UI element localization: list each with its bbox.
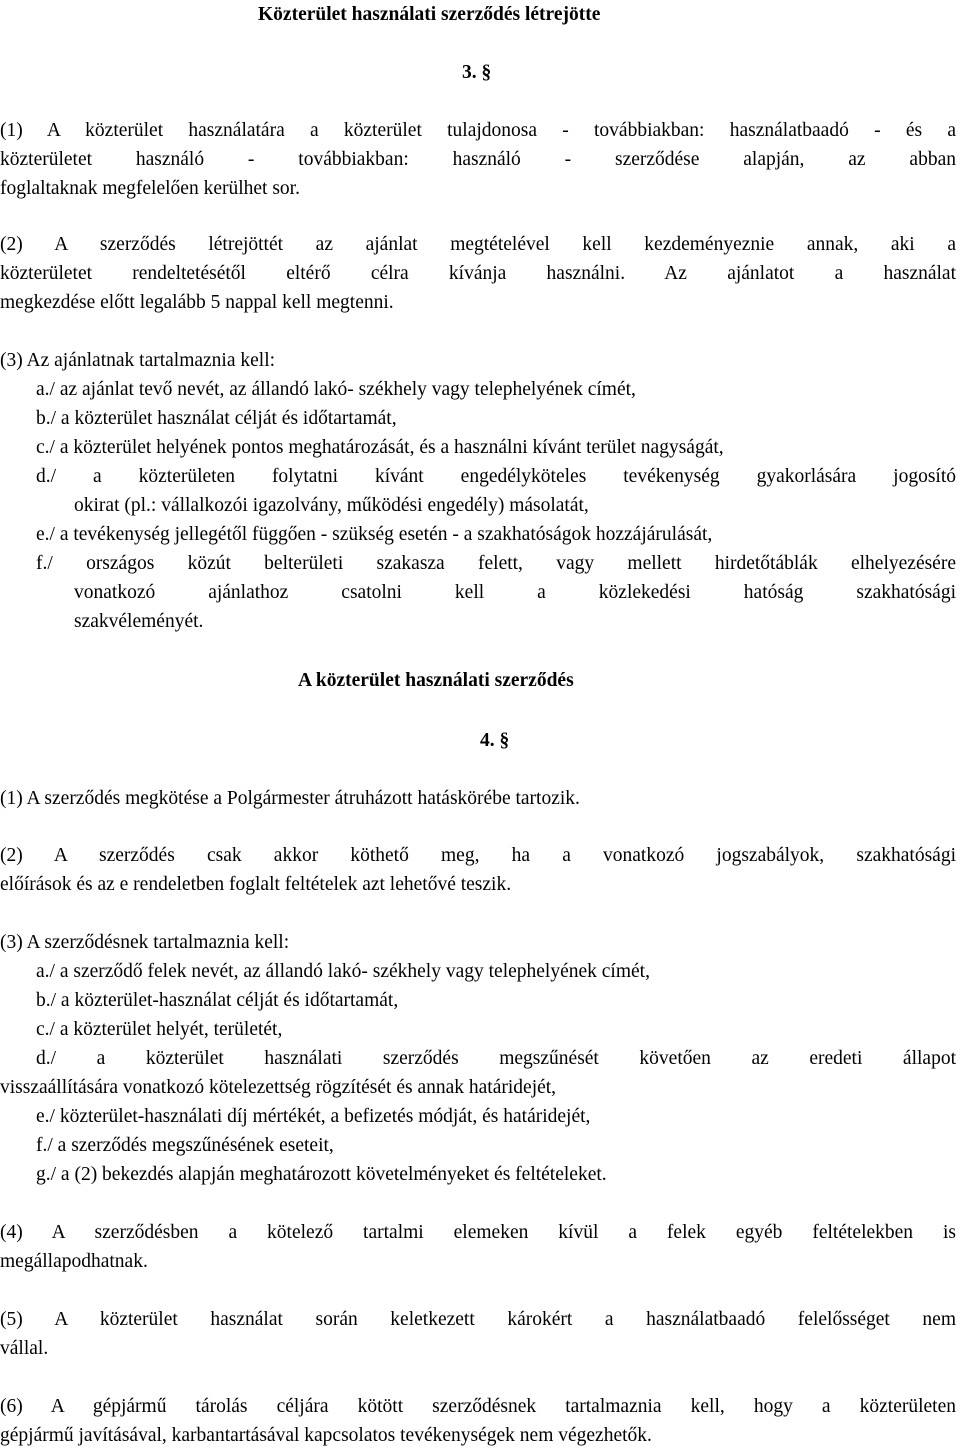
s4-p3-intro: (3) A szerződésnek tartalmaznia kell:	[0, 932, 290, 953]
s3-item-f-line3: szakvéleményét.	[74, 611, 204, 632]
s3-p1-line1: (1) A közterület használatára a közterület tulajdonosa - továbbiakban: használatbaadó - és a	[0, 120, 956, 141]
section-3-heading: Közterület használati szerződés létrejötte	[258, 4, 601, 25]
s3-item-f-line1: f./ országos közút belterületi szakasza felett, vagy mellett hirdetőtáblák elhelyezésére	[36, 553, 956, 574]
section-4-number: 4. §	[480, 730, 510, 751]
section-3-number: 3. §	[462, 62, 492, 83]
section-4-heading: A közterület használati szerződés	[298, 670, 574, 691]
s4-p6-line1: (6) A gépjármű tárolás céljára kötött szerződésnek tartalmaznia kell, hogy a közterületen	[0, 1396, 956, 1417]
s3-item-d-line2: okirat (pl.: vállalkozói igazolvány, működési engedély) másolatát,	[74, 495, 589, 516]
s4-item-f: f./ a szerződés megszűnésének eseteit,	[36, 1135, 334, 1156]
s4-item-d-line1: d./ a közterület használati szerződés megszűnését követően az eredeti állapot	[36, 1048, 956, 1069]
s3-item-b: b./ a közterület használat célját és időtartamát,	[36, 408, 397, 429]
s4-p1: (1) A szerződés megkötése a Polgármester átruházott hatáskörébe tartozik.	[0, 788, 580, 809]
s4-p4-line2: megállapodhatnak.	[0, 1251, 148, 1272]
s3-item-c: c./ a közterület helyének pontos meghatározását, és a használni kívánt terület nagyságát,	[36, 437, 724, 458]
s4-p6-line2: gépjármű javításával, karbantartásával kapcsolatos tevékenységek nem végezhetők.	[0, 1425, 652, 1446]
s4-item-g: g./ a (2) bekezdés alapján meghatározott követelményeket és feltételeket.	[36, 1164, 607, 1185]
s4-item-e: e./ közterület-használati díj mértékét, a befizetés módját, és határidejét,	[36, 1106, 591, 1127]
s4-item-b: b./ a közterület-használat célját és időtartamát,	[36, 990, 399, 1011]
s3-p2-line3: megkezdése előtt legalább 5 nappal kell megtenni.	[0, 292, 394, 313]
s4-p5-line2: vállal.	[0, 1338, 49, 1359]
s3-item-e: e./ a tevékenység jellegétől függően - szükség esetén - a szakhatóságok hozzájárulását,	[36, 524, 713, 545]
s3-p3-intro: (3) Az ajánlatnak tartalmaznia kell:	[0, 350, 276, 371]
s3-item-d-line1: d./ a közterületen folytatni kívánt engedélyköteles tevékenység gyakorlására jogosító	[36, 466, 956, 487]
s3-p1-line2: közterületet használó - továbbiakban: használó - szerződése alapján, az abban	[0, 149, 956, 170]
s3-p1-line3: foglaltaknak megfelelően kerülhet sor.	[0, 178, 300, 199]
s4-p2-line1: (2) A szerződés csak akkor köthető meg, ha a vonatkozó jogszabályok, szakhatósági	[0, 845, 956, 866]
s4-p2-line2: előírások és az e rendeletben foglalt feltételek azt lehetővé teszik.	[0, 874, 512, 895]
s4-item-d-line2: visszaállítására vonatkozó kötelezettség rögzítését és annak határidejét,	[0, 1077, 557, 1098]
s4-item-a: a./ a szerződő felek nevét, az állandó lakó- székhely vagy telephelyének címét,	[36, 961, 650, 982]
s4-p4-line1: (4) A szerződésben a kötelező tartalmi elemeken kívül a felek egyéb feltételekben is	[0, 1222, 956, 1243]
s3-p2-line2: közterületet rendeltetésétől eltérő célra kívánja használni. Az ajánlatot a használat	[0, 263, 956, 284]
s3-item-f-line2: vonatkozó ajánlathoz csatolni kell a közlekedési hatóság szakhatósági	[74, 582, 956, 603]
s4-item-c: c./ a közterület helyét, területét,	[36, 1019, 283, 1040]
s4-p5-line1: (5) A közterület használat során keletkezett károkért a használatbaadó felelősséget nem	[0, 1309, 956, 1330]
s3-item-a: a./ az ajánlat tevő nevét, az állandó lakó- székhely vagy telephelyének címét,	[36, 379, 636, 400]
s3-p2-line1: (2) A szerződés létrejöttét az ajánlat megtételével kell kezdeményeznie annak, aki a	[0, 234, 956, 255]
